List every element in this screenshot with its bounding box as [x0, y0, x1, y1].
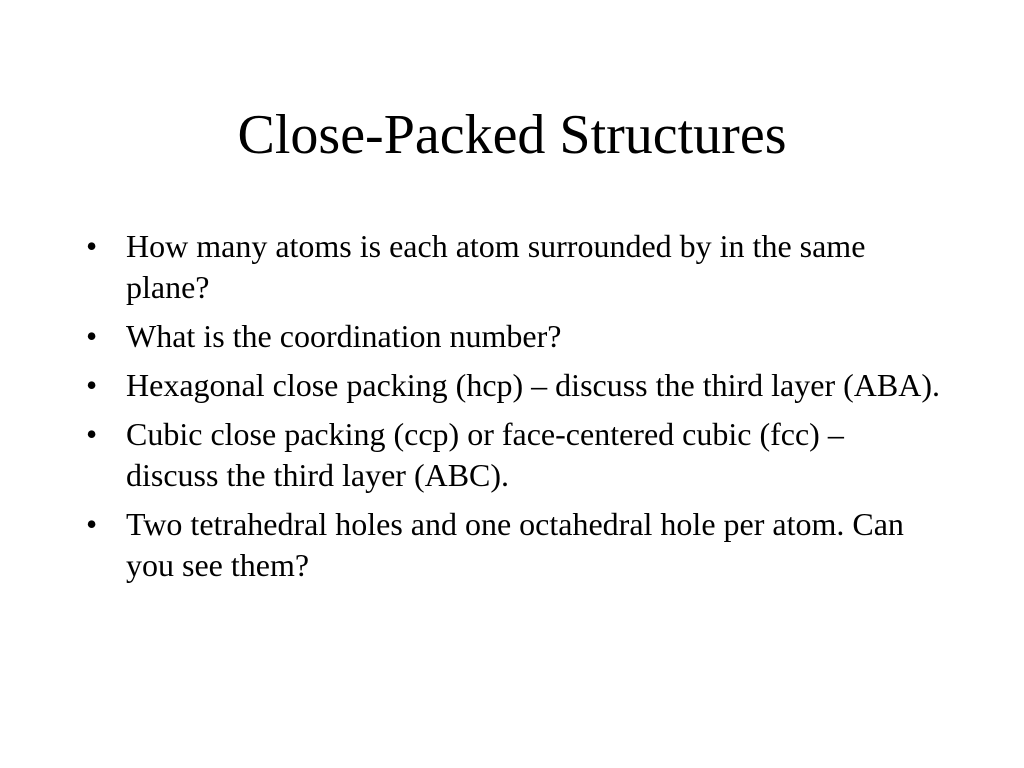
bullet-text: Two tetrahedral holes and one octahedral hole per atom. Can you see them?: [126, 506, 904, 583]
bullet-list: [80, 226, 940, 594]
bullet-text: What is the coordination number?: [126, 318, 562, 354]
bullet-icon: •: [86, 228, 98, 264]
bullet-item: [80, 316, 940, 357]
bullet-icon: •: [86, 318, 98, 354]
bullet-icon: •: [86, 506, 98, 542]
bullet-text: Cubic close packing (ccp) or face-centered cubic (fcc) – discuss the third layer (ABC).: [126, 416, 844, 493]
bullet-text: Hexagonal close packing (hcp) – discuss the third layer (ABA).: [126, 367, 940, 403]
slide-title: Close-Packed Structures: [237, 104, 787, 166]
bullet-item: [80, 504, 940, 586]
bullet-item: [80, 414, 940, 496]
bullet-icon: •: [86, 416, 98, 452]
bullet-text: How many atoms is each atom surrounded by in the same plane?: [126, 228, 866, 305]
bullet-icon: •: [86, 367, 98, 403]
bullet-item: [80, 365, 940, 406]
bullet-item: [80, 226, 940, 308]
